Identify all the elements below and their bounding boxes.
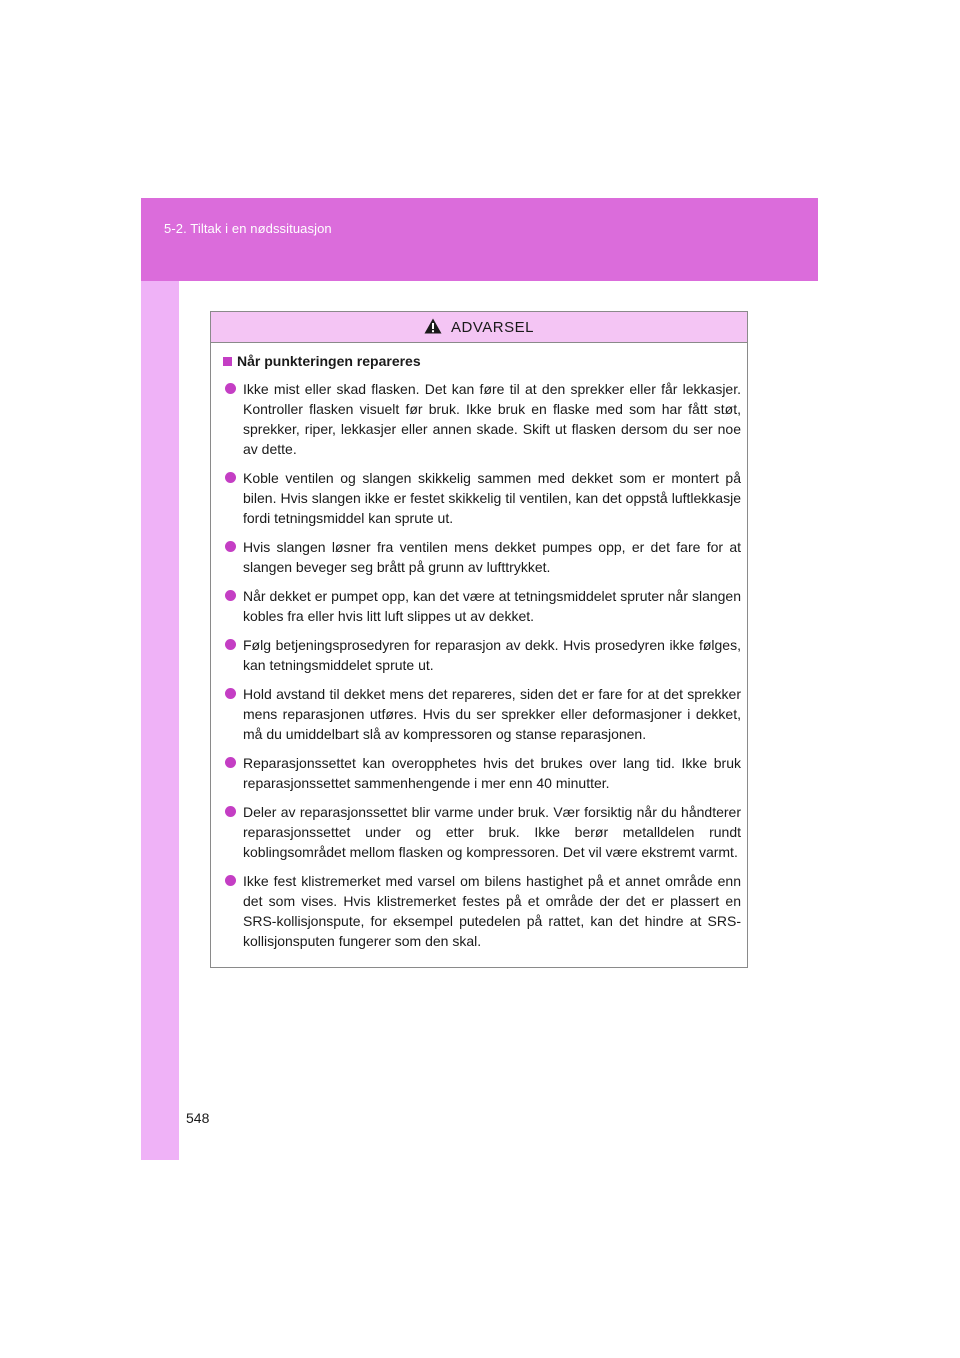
- bullet-dot-icon: [225, 639, 236, 650]
- bullet-dot-icon: [225, 688, 236, 699]
- list-item: [223, 635, 741, 675]
- list-item-text: Deler av reparasjonssettet blir varme under bruk. Vær forsiktig når du håndterer reparasjonssettet under og etter bruk. Ikke berør metalldelen rundt koblingsområdet mellom flasken og kompressoren. Det vil være ekstremt varmt.: [243, 804, 741, 860]
- list-item: [223, 379, 741, 459]
- list-item: [223, 684, 741, 744]
- list-item-text: Hold avstand til dekket mens det repareres, siden det er fare for at det sprekker mens reparasjonen utføres. Hvis du ser sprekker eller deformasjoner i dekket, må du umiddelbart slå av kompressoren og stanse reparasjonen.: [243, 686, 741, 742]
- list-item: [223, 753, 741, 793]
- warning-triangle-icon: [424, 318, 442, 334]
- warning-subheading-text: Når punkteringen repareres: [237, 353, 421, 369]
- list-item: [223, 537, 741, 577]
- warning-body: [211, 343, 747, 951]
- square-bullet-icon: [223, 357, 232, 366]
- header-band: [141, 198, 818, 281]
- list-item-text: Hvis slangen løsner fra ventilen mens dekket pumpes opp, er det fare for at slangen beveger seg brått på grunn av lufttrykket.: [243, 539, 741, 575]
- bullet-dot-icon: [225, 541, 236, 552]
- page-number: 548: [186, 1110, 210, 1126]
- bullet-dot-icon: [225, 383, 236, 394]
- side-band: [141, 198, 179, 1160]
- bullet-dot-icon: [225, 757, 236, 768]
- list-item: [223, 871, 741, 951]
- list-item-text: Følg betjeningsprosedyren for reparasjon av dekk. Hvis prosedyren ikke følges, kan tetningsmiddelet sprute ut.: [243, 637, 741, 673]
- warning-box: [210, 311, 748, 968]
- bullet-dot-icon: [225, 806, 236, 817]
- bullet-dot-icon: [225, 875, 236, 886]
- warning-list: [223, 379, 741, 951]
- bullet-dot-icon: [225, 472, 236, 483]
- section-title: 5-2. Tiltak i en nødssituasjon: [164, 221, 332, 236]
- warning-header: [211, 312, 747, 343]
- list-item-text: Koble ventilen og slangen skikkelig sammen med dekket som er montert på bilen. Hvis slangen ikke er festet skikkelig til ventilen, kan det oppstå luftlekkasje fordi tetningsmiddel kan sprute ut.: [243, 470, 741, 526]
- warning-subheading: [223, 353, 741, 369]
- list-item: [223, 802, 741, 862]
- warning-title: ADVARSEL: [451, 318, 534, 336]
- list-item-text: Ikke mist eller skad flasken. Det kan føre til at den sprekker eller får lekkasjer. Kontroller flasken visuelt før bruk. Ikke bruk en flaske med som har fått støt, sprekker, riper, lekkasjer eller annen skade. Skift ut flasken dersom du ser noe av dette.: [243, 381, 741, 457]
- list-item: [223, 468, 741, 528]
- list-item: [223, 586, 741, 626]
- list-item-text: Når dekket er pumpet opp, kan det være at tetningsmiddelet spruter når slangen kobles fra eller hvis litt luft slippes ut av dekket.: [243, 588, 741, 624]
- list-item-text: Reparasjonssettet kan overopphetes hvis det brukes over lang tid. Ikke bruk reparasjonssettet sammenhengende i mer enn 40 minutter.: [243, 755, 741, 791]
- list-item-text: Ikke fest klistremerket med varsel om bilens hastighet på et annet område enn det som vises. Hvis klistremerket festes på et område der det er plassert en SRS-kollisjonspute, for eksempel putedelen på rattet, kan det hindre at SRS-kollisjonsputen fungerer som den skal.: [243, 873, 741, 949]
- bullet-dot-icon: [225, 590, 236, 601]
